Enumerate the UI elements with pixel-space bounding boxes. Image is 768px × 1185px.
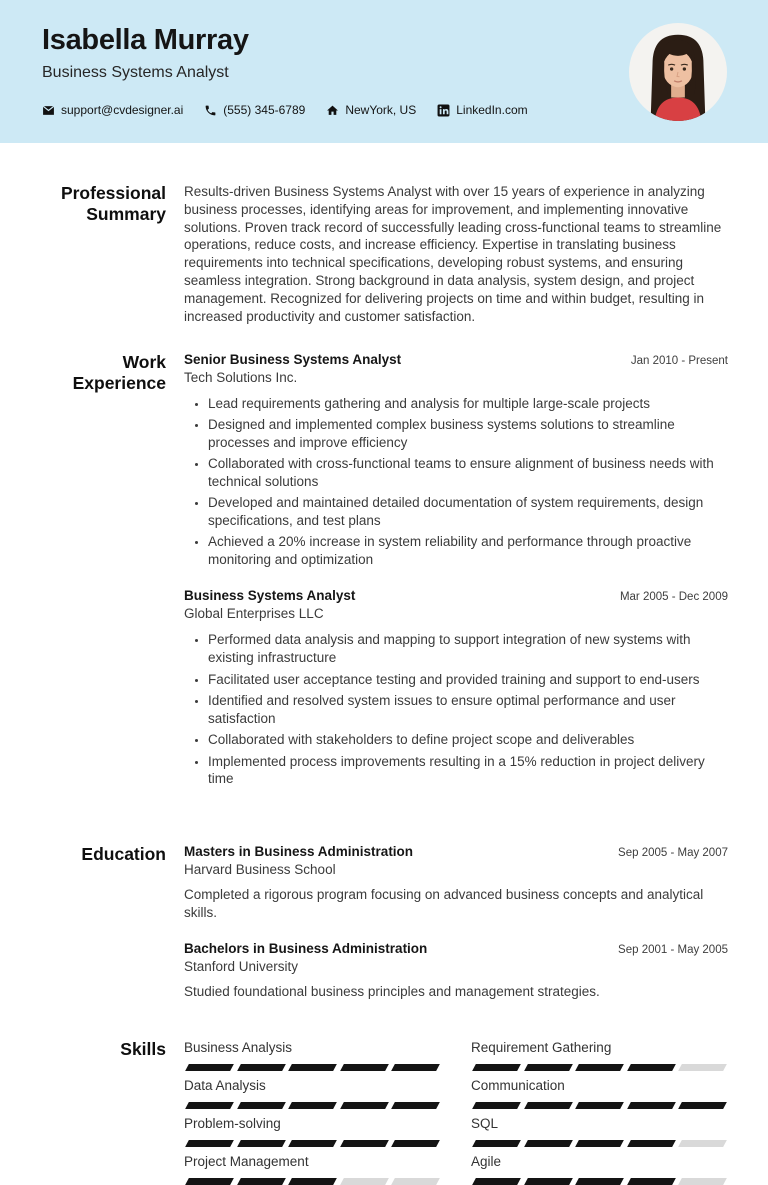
home-icon [326,104,339,117]
job-bullet: • Designed and implemented complex business systems solutions to streamline processes and improve efficiency [208,416,728,451]
skill-name: Problem-solving [184,1116,281,1132]
skill-level-segment [288,1178,336,1185]
skill-item [471,1115,728,1147]
degree-title: Masters in Business Administration [184,843,414,859]
degree-dates: Sep 2001 - May 2005 [618,944,728,957]
job-bullet: • Performed data analysis and mapping to support integration of new systems with existing infrastructure [208,631,728,666]
skill-level-segment [340,1102,388,1109]
skill-level-bar [184,1102,441,1109]
skill-level-segment [524,1064,572,1071]
skill-level-segment [185,1064,233,1071]
section-label-skills: Skills [120,1039,166,1060]
skill-level-bar [184,1140,441,1147]
skill-level-bar [471,1178,728,1185]
skill-level-segment [185,1178,233,1185]
job-dates: Jan 2010 - Present [630,354,728,367]
skill-level-segment [340,1064,388,1071]
skill-level-bar [471,1102,728,1109]
skill-level-bar [184,1178,441,1185]
skill-level-segment [575,1140,623,1147]
job-bullet-list [184,631,728,787]
skill-level-segment [472,1064,520,1071]
skill-level-segment [185,1140,233,1147]
skill-level-segment [627,1064,675,1071]
skill-level-segment [575,1178,623,1185]
skill-level-segment [679,1064,727,1071]
job-company: Global Enterprises LLC [184,606,324,622]
skill-level-segment [237,1140,285,1147]
job-bullet: • Lead requirements gathering and analysis for multiple large-scale projects [208,395,728,413]
skill-level-segment [340,1140,388,1147]
resume-header [0,0,768,143]
contact-phone[interactable] [204,103,305,117]
section-label-education: Education [81,843,166,864]
skill-level-segment [392,1178,440,1185]
job-bullet: • Developed and maintained detailed documentation of system requirements, design specifications, and test plans [208,494,728,529]
skill-level-segment [288,1064,336,1071]
skill-level-segment [524,1178,572,1185]
contact-linkedin-text: LinkedIn.com [456,103,528,117]
skill-level-segment [185,1102,233,1109]
job-bullet: • Identified and resolved system issues to ensure optimal performance and user satisfaction [208,692,728,727]
job-entry-header [184,588,728,603]
degree-entry-header [184,844,728,859]
skill-level-segment [679,1178,727,1185]
degree-school: Harvard Business School [184,861,336,877]
degree-title: Bachelors in Business Administration [184,941,428,957]
skill-level-segment [237,1178,285,1185]
phone-icon [204,104,217,117]
job-bullet: • Collaborated with stakeholders to define project scope and deliverables [208,731,728,749]
degree-description: Studied foundational business principles and management strategies. [184,984,600,1000]
skill-level-bar [471,1064,728,1071]
skill-level-segment [237,1064,285,1071]
skill-name: Project Management [184,1154,309,1170]
section-label-experience: Work Experience [72,351,166,393]
job-title: Business Systems Analyst [184,588,356,604]
skill-level-segment [627,1140,675,1147]
skill-item [184,1077,441,1109]
skill-item [471,1077,728,1109]
job-bullet: • Implemented process improvements resulting in a 15% reduction in project delivery time [208,753,728,788]
degree-entry-header [184,941,728,956]
section-skills [0,1039,768,1185]
skill-level-segment [627,1102,675,1109]
profile-photo [629,23,727,121]
linkedin-icon [437,104,450,117]
skill-level-segment [575,1064,623,1071]
experience-entries [184,352,728,792]
degree-description: Completed a rigorous program focusing on advanced business concepts and analytical skills. [184,886,704,920]
skill-name: Business Analysis [184,1040,293,1056]
job-bullet: • Achieved a 20% increase in system reliability and performance through proactive monitoring and optimization [208,533,728,568]
skill-level-segment [627,1178,675,1185]
skill-level-segment [524,1102,572,1109]
job-bullet-list [184,395,728,569]
job-entry-header [184,352,728,367]
education-entries [184,844,728,1001]
skill-level-segment [392,1064,440,1071]
skill-level-segment [288,1102,336,1109]
skill-level-segment [575,1102,623,1109]
degree-school: Stanford University [184,959,299,975]
skill-level-segment [340,1178,388,1185]
job-company: Tech Solutions Inc. [184,369,298,385]
degree-entry [184,941,728,1001]
contact-email-text: support@cvdesigner.ai [61,103,184,117]
skills-grid [184,1039,728,1185]
skill-level-segment [237,1102,285,1109]
skill-level-bar [471,1140,728,1147]
contact-linkedin[interactable] [437,103,527,117]
person-job-title: Business Systems Analyst [42,64,229,81]
skill-level-segment [472,1102,520,1109]
section-professional-summary [0,183,768,326]
skill-level-segment [524,1140,572,1147]
section-label-summary: Professional Summary [60,183,166,225]
email-icon [42,104,55,117]
skill-level-segment [288,1140,336,1147]
skill-level-segment [679,1140,727,1147]
job-bullet: • Collaborated with cross-functional teams to ensure alignment of business needs with technical solutions [208,455,728,490]
contact-phone-text: (555) 345-6789 [223,103,306,117]
skill-item [184,1115,441,1147]
degree-entry [184,844,728,922]
section-education [0,844,768,1001]
contact-email[interactable] [42,103,183,117]
skill-item [471,1153,728,1185]
skill-name: Communication [471,1078,565,1094]
skill-level-segment [679,1102,727,1109]
skill-level-bar [184,1064,441,1071]
skill-name: Requirement Gathering [471,1040,612,1056]
summary-text: Results-driven Business Systems Analyst with over 15 years of experience in analyzing business processes, identifying areas for improvement, and implementing innovative solutions. Proven track record of successfully leading cross-functional teams to streamline operations, reduce costs, and increase efficiency. Expertise in translating business requirements into technical specifications, developing robust systems, and ensuring seamless integration. Strong background in data analysis, system design, and project management. Recognized for delivering projects on time and within budget, resulting in increased productivity and customer satisfaction. [184,184,722,324]
skill-name: SQL [471,1116,499,1132]
job-bullet: • Facilitated user acceptance testing and provided training and support to end-users [208,671,728,689]
skill-level-segment [472,1140,520,1147]
contact-location [326,103,416,117]
skill-name: Agile [471,1154,502,1170]
job-entry [184,352,728,569]
degree-dates: Sep 2005 - May 2007 [618,846,728,859]
skill-level-segment [472,1178,520,1185]
job-entry [184,588,728,787]
contact-location-text: NewYork, US [345,103,417,117]
section-work-experience [0,352,768,792]
skill-item [471,1039,728,1071]
skill-item [184,1153,441,1185]
person-name: Isabella Murray [42,24,249,56]
skill-name: Data Analysis [184,1078,266,1094]
skill-level-segment [392,1140,440,1147]
job-title: Senior Business Systems Analyst [184,351,402,367]
job-dates: Mar 2005 - Dec 2009 [619,591,728,604]
resume-body [0,143,768,1185]
skill-level-segment [392,1102,440,1109]
skill-item [184,1039,441,1071]
